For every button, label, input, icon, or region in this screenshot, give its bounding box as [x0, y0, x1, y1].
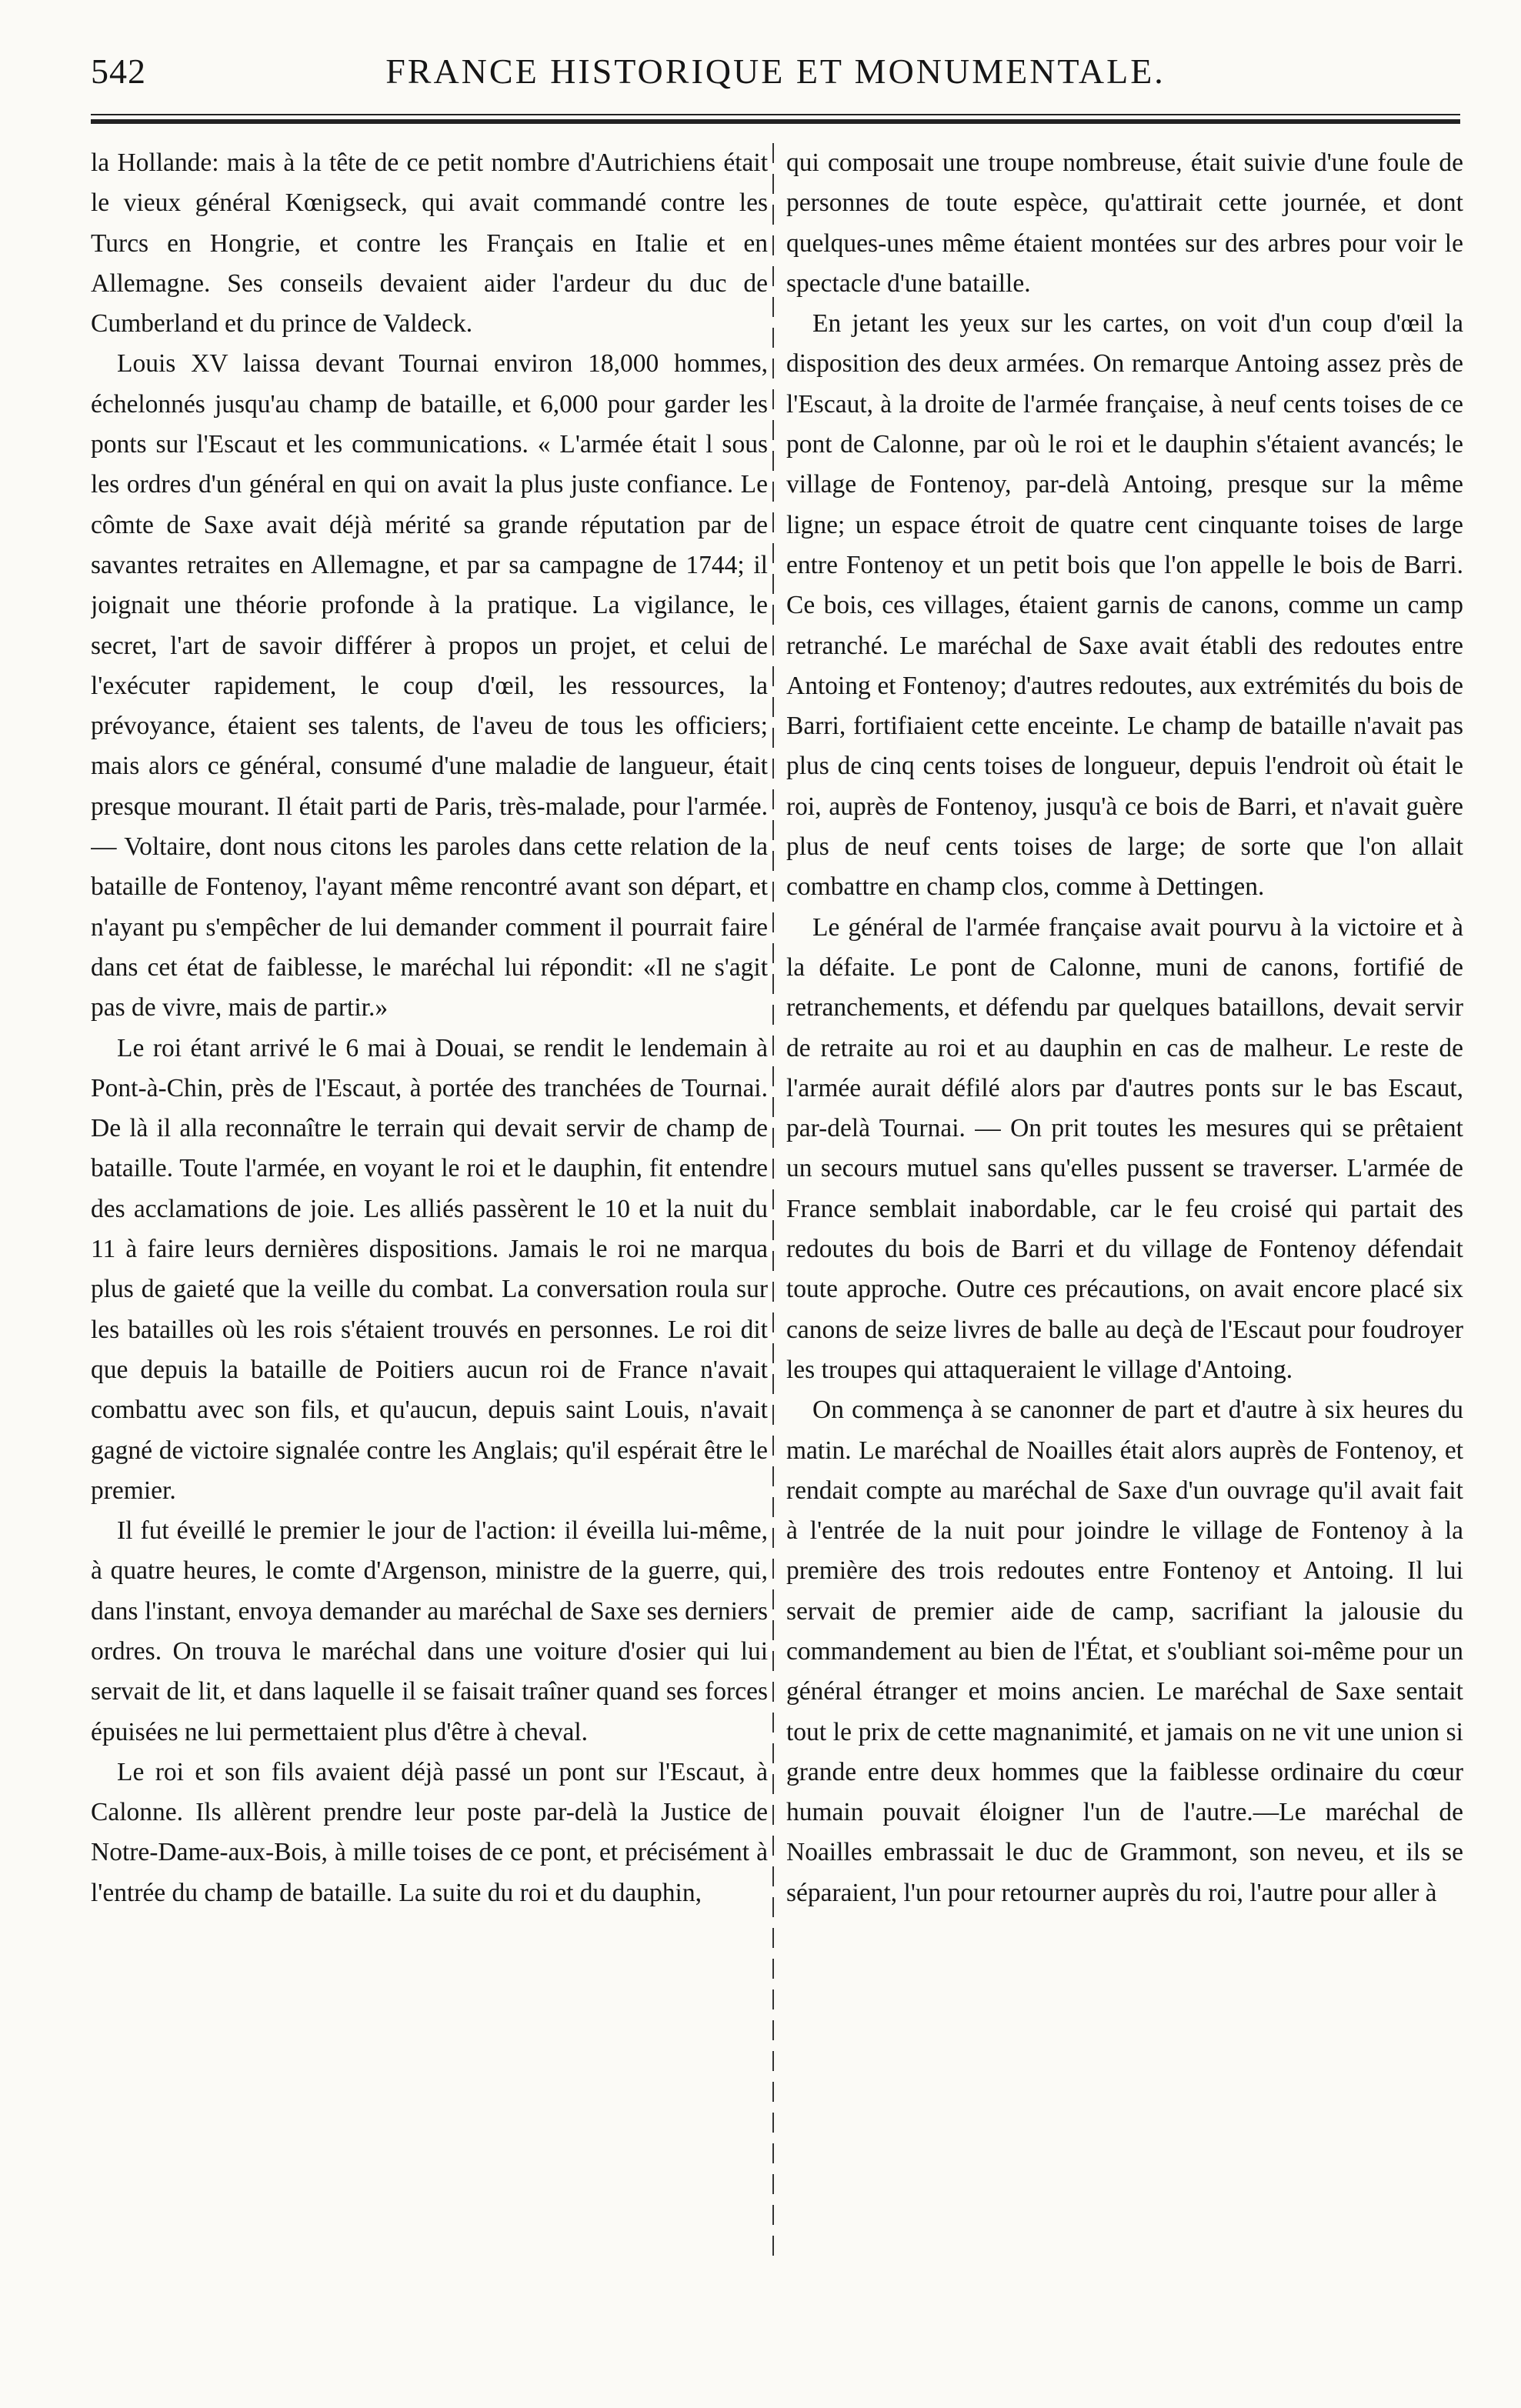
left-column [91, 143, 768, 2274]
paragraph: Louis XV laissa devant Tournai environ 18,000 hommes, échelonnés jusqu'au champ de bataille, et 6,000 pour garder les ponts sur l'Escaut et les communications. « L'armée était l sous les ordres d'un général en qui on avait la plus juste confiance. Le cômte de Saxe avait déjà mérité sa grande réputation par de savantes retraites en Allemagne, et par sa campagne de 1744; il joignait une théorie profonde à la pratique. La vigilance, le secret, l'art de savoir différer à propos un projet, et celui de l'exécuter rapidement, le coup d'œil, les ressources, la prévoyance, étaient ses talents, de l'aveu de tous les officiers; mais alors ce général, consumé d'une maladie de langueur, était presque mourant. Il était parti de Paris, très-malade, pour l'armée. — Voltaire, dont nous citons les paroles dans cette relation de la bataille de Fontenoy, l'ayant même rencontré avant son départ, et n'ayant pu s'empêcher de lui demander comment il pourrait faire dans cet état de faiblesse, le maréchal lui répondit: «Il ne s'agit pas de vivre, mais de partir.» [91, 349, 768, 1022]
paragraph: Le roi et son fils avaient déjà passé un pont sur l'Escaut, à Calonne. Ils allèrent prendre leur poste par-delà la Justice de Notre-Dame-aux-Bois, à mille toises de ce pont, et précisément à l'entrée du champ de bataille. La suite du roi et du dauphin, [91, 1757, 768, 1907]
running-title: FRANCE HISTORIQUE ET MONUMENTALE. [385, 52, 1166, 91]
right-column [786, 143, 1463, 2274]
paragraph: la Hollande: mais à la tête de ce petit nombre d'Autrichiens était le vieux général Kœnigseck, qui avait commandé contre les Turcs en Hongrie, et contre les Français en Italie et en Allemagne. Ses conseils devaient aider l'ardeur du duc de Cumberland et du prince de Valdeck. [91, 148, 768, 339]
page-header [91, 51, 1460, 106]
header-rule-thin [91, 114, 1460, 115]
paragraph: Le roi étant arrivé le 6 mai à Douai, se rendit le lendemain à Pont-à-Chin, près de l'Escaut, à portée des tranchées de Tournai. De là il alla reconnaître le terrain qui devait servir de champ de bataille. Toute l'armée, en voyant le roi et le dauphin, fit entendre des acclamations de joie. Les alliés passèrent le 10 et la nuit du 11 à faire leurs dernières dispositions. Jamais le roi ne marqua plus de gaieté que la veille du combat. La conversation roula sur les batailles où les rois s'étaient trouvés en personnes. Le roi dit que depuis la bataille de Poitiers aucun roi de France n'avait combattu avec son fils, et qu'aucun, depuis saint Louis, n'avait gagné de victoire signalée contre les Anglais; qu'il espérait être le premier. [91, 1033, 768, 1505]
paragraph: Il fut éveillé le premier le jour de l'action: il éveilla lui-même, à quatre heures, le comte d'Argenson, ministre de la guerre, qui, dans l'instant, envoya demander au maréchal de Saxe ses derniers ordres. On trouva le maréchal dans une voiture d'osier qui lui servait de lit, et dans laquelle il se faisait traîner quand ses forces épuisées ne lui permettaient plus d'être à cheval. [91, 1516, 768, 1746]
header-rule-thick [91, 119, 1460, 124]
column-divider [772, 143, 774, 2266]
paragraph: On commença à se canonner de part et d'autre à six heures du matin. Le maréchal de Noailles était alors auprès de Fontenoy, et rendait compte au maréchal de Saxe d'un ouvrage qu'il avait fait à l'entrée de la nuit pour joindre le village de Fontenoy à la première des trois redoutes entre Fontenoy et Antoing. Il lui servait de premier aide de camp, sacrifiant la jalousie du commandement au bien de l'État, et s'oubliant soi-même pour un général étranger et moins ancien. Le maréchal de Saxe sentait tout le prix de cette magnanimité, et jamais on ne vit une union si grande entre deux hommes que la faiblesse ordinaire du cœur humain pouvait éloigner l'un de l'autre.—Le maréchal de Noailles embrassait le duc de Grammont, son neveu, et ils se séparaient, l'un pour retourner auprès du roi, l'autre pour aller à [786, 1396, 1463, 1907]
paragraph: En jetant les yeux sur les cartes, on voit d'un coup d'œil la disposition des deux armées. On remarque Antoing assez près de l'Escaut, à la droite de l'armée française, à neuf cents toises de ce pont de Calonne, par où le roi et le dauphin s'étaient avancés; le village de Fontenoy, par-delà Antoing, presque sur la même ligne; un espace étroit de quatre cent cinquante toises de large entre Fontenoy et un petit bois que l'on appelle le bois de Barri. Ce bois, ces villages, étaient garnis de canons, comme un camp retranché. Le maréchal de Saxe avait établi des redoutes entre Antoing et Fontenoy; d'autres redoutes, aux extrémités du bois de Barri, fortifiaient cette enceinte. Le champ de bataille n'avait pas plus de cinq cents toises de longueur, depuis l'endroit où était le roi, auprès de Fontenoy, jusqu'à ce bois de Barri, et n'avait guère plus de neuf cents toises de large; de sorte que l'on allait combattre en champ clos, comme à Dettingen. [786, 309, 1463, 902]
paragraph: qui composait une troupe nombreuse, était suivie d'une foule de personnes de toute espèce, qu'attirait cette journée, et dont quelques-unes même étaient montées sur des arbres pour voir le spectacle d'une bataille. [786, 148, 1463, 298]
paragraph: Le général de l'armée française avait pourvu à la victoire et à la défaite. Le pont de Calonne, muni de canons, fortifié de retranchements, et défendu par quelques bataillons, devait servir de retraite au roi et au dauphin en cas de malheur. Le reste de l'armée aurait défilé alors par d'autres ponts sur le bas Escaut, par-delà Tournai. — On prit toutes les mesures qui se prêtaient un secours mutuel sans qu'elles pussent se traverser. L'armée de France semblait inabordable, car le feu croisé qui partait des redoutes du bois de Barri et du village de Fontenoy défendait toute approche. Outre ces précautions, on avait encore placé six canons de seize livres de balle au deçà de l'Escaut pour foudroyer les troupes qui attaqueraient le village d'Antoing. [786, 912, 1463, 1384]
page-number: 542 [91, 52, 146, 91]
